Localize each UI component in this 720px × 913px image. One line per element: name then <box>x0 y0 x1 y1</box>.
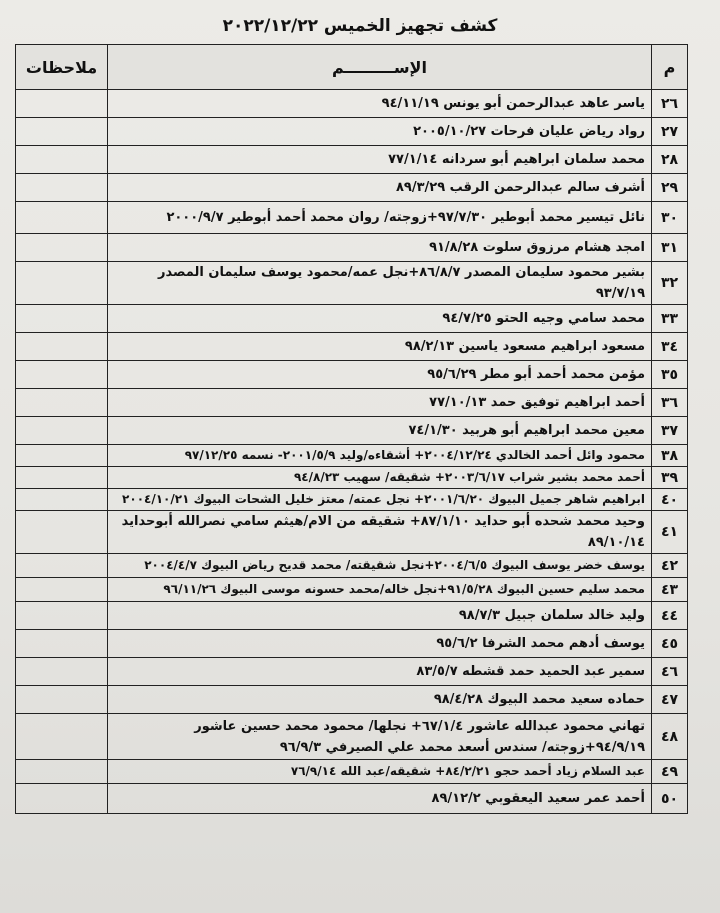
table-row <box>16 554 688 578</box>
row-number: ٤٣ <box>652 578 688 602</box>
row-number: ٤٨ <box>652 714 688 760</box>
row-name: أحمد ابراهيم توفيق حمد ٧٧/١٠/١٣ <box>108 389 652 417</box>
row-name: حماده سعيد محمد البيوك ٩٨/٤/٢٨ <box>108 686 652 714</box>
row-name: معين محمد ابراهيم أبو هربيد ٧٤/١/٣٠ <box>108 417 652 445</box>
table-row <box>16 389 688 417</box>
header-name: الإســـــــــم <box>108 45 652 90</box>
row-number: ٣٠ <box>652 202 688 234</box>
row-number: ٤٧ <box>652 686 688 714</box>
row-number: ٢٧ <box>652 118 688 146</box>
row-name: وليد خالد سلمان جبيل ٩٨/٧/٣ <box>108 602 652 630</box>
row-number: ٤١ <box>652 511 688 554</box>
row-number: ٢٨ <box>652 146 688 174</box>
row-name: نائل تيسير محمد أبوطير ٩٧/٧/٣٠+زوجته/ روان محمد أحمد أبوطير ٢٠٠٠/٩/٧ <box>108 202 652 234</box>
row-notes <box>16 417 108 445</box>
row-notes <box>16 511 108 554</box>
table-row <box>16 146 688 174</box>
row-notes <box>16 489 108 511</box>
row-name: يوسف خضر يوسف البيوك ٢٠٠٤/٦/٥+نجل شقيقته/ محمد قديح رياض البيوك ٢٠٠٤/٤/٧ <box>108 554 652 578</box>
row-name: محمود وائل أحمد الخالدي ٢٠٠٤/١٢/٢٤+ أشقاءه/وليد ٢٠٠١/٥/٩- نسمه ٩٧/١٢/٢٥ <box>108 445 652 467</box>
row-name: مسعود ابراهيم مسعود ياسين ٩٨/٢/١٣ <box>108 333 652 361</box>
table-row <box>16 511 688 554</box>
row-notes <box>16 445 108 467</box>
row-number: ٤٢ <box>652 554 688 578</box>
row-name: ياسر عاهد عبدالرحمن أبو يونس ٩٤/١١/١٩ <box>108 90 652 118</box>
table-row <box>16 489 688 511</box>
row-name: أشرف سالم عبدالرحمن الرقب ٨٩/٣/٢٩ <box>108 174 652 202</box>
table-row <box>16 602 688 630</box>
table-row <box>16 417 688 445</box>
row-name: وحيد محمد شحده أبو حدايد ٨٧/١/١٠+ شقيقه من الام/هيثم سامي نصرالله أبوحدايد ٨٩/١٠/١٤ <box>108 511 652 554</box>
table-row <box>16 714 688 760</box>
row-name: أحمد عمر سعيد اليعقوبي ٨٩/١٢/٢ <box>108 784 652 814</box>
row-name: محمد سامي وجيه الحتو ٩٤/٧/٢٥ <box>108 305 652 333</box>
row-number: ٣٦ <box>652 389 688 417</box>
row-notes <box>16 146 108 174</box>
row-number: ٥٠ <box>652 784 688 814</box>
header-notes: ملاحظات <box>16 45 108 90</box>
row-notes <box>16 602 108 630</box>
row-number: ٣٢ <box>652 262 688 305</box>
row-notes <box>16 361 108 389</box>
row-number: ٣٧ <box>652 417 688 445</box>
row-notes <box>16 784 108 814</box>
row-notes <box>16 630 108 658</box>
row-name: يوسف أدهم محمد الشرفا ٩٥/٦/٢ <box>108 630 652 658</box>
row-number: ٤٦ <box>652 658 688 686</box>
row-notes <box>16 90 108 118</box>
row-number: ٤٠ <box>652 489 688 511</box>
roster-table <box>15 44 688 814</box>
table-row <box>16 467 688 489</box>
row-name: محمد سليم حسين البيوك ٩١/٥/٢٨+نجل خاله/محمد حسونه موسى البيوك ٩٦/١١/٢٦ <box>108 578 652 602</box>
row-number: ٤٩ <box>652 760 688 784</box>
row-number: ٣٤ <box>652 333 688 361</box>
row-notes <box>16 578 108 602</box>
table-row <box>16 578 688 602</box>
row-name: عبد السلام زياد أحمد حجو ٨٤/٢/٢١+ شقيقه/عبد الله ٧٦/٩/١٤ <box>108 760 652 784</box>
header-number: م <box>652 45 688 90</box>
row-notes <box>16 174 108 202</box>
table-row <box>16 202 688 234</box>
table-row <box>16 262 688 305</box>
table-row <box>16 361 688 389</box>
row-notes <box>16 686 108 714</box>
row-number: ٣٥ <box>652 361 688 389</box>
row-notes <box>16 118 108 146</box>
table-row <box>16 630 688 658</box>
row-notes <box>16 305 108 333</box>
table-row <box>16 118 688 146</box>
row-notes <box>16 658 108 686</box>
row-number: ٣٨ <box>652 445 688 467</box>
row-number: ٣٣ <box>652 305 688 333</box>
row-notes <box>16 554 108 578</box>
document-title: كشف تجهيز الخميس ٢٠٢٢/١٢/٢٢ <box>222 16 498 36</box>
row-name: محمد سلمان ابراهيم أبو سردانه ٧٧/١/١٤ <box>108 146 652 174</box>
table-header-row <box>16 45 688 90</box>
table-row <box>16 333 688 361</box>
table-row <box>16 658 688 686</box>
table-row <box>16 174 688 202</box>
row-name: بشير محمود سليمان المصدر ٨٦/٨/٧+نجل عمه/محمود يوسف سليمان المصدر ٩٣/٧/١٩ <box>108 262 652 305</box>
row-number: ٢٩ <box>652 174 688 202</box>
row-number: ٣٩ <box>652 467 688 489</box>
row-notes <box>16 714 108 760</box>
row-name: تهاني محمود عبدالله عاشور ٦٧/١/٤+ نجلها/ محمود محمد حسين عاشور ٩٤/٩/١٩+زوجته/ سندس أسعد محمد علي الصيرفي ٩٦/٩/٣ <box>108 714 652 760</box>
row-notes <box>16 202 108 234</box>
row-notes <box>16 760 108 784</box>
row-notes <box>16 333 108 361</box>
table-row <box>16 445 688 467</box>
table-row <box>16 784 688 814</box>
row-number: ٣١ <box>652 234 688 262</box>
row-notes <box>16 234 108 262</box>
table-row <box>16 760 688 784</box>
row-name: رواد رياض عليان فرحات ٢٠٠٥/١٠/٢٧ <box>108 118 652 146</box>
row-name: مؤمن محمد أحمد أبو مطر ٩٥/٦/٢٩ <box>108 361 652 389</box>
table-row <box>16 234 688 262</box>
table-row <box>16 305 688 333</box>
row-notes <box>16 262 108 305</box>
row-notes <box>16 389 108 417</box>
row-number: ٢٦ <box>652 90 688 118</box>
table-row <box>16 90 688 118</box>
row-name: أحمد محمد بشير شراب ٢٠٠٣/٦/١٧+ شقيقه/ سهيب ٩٤/٨/٢٣ <box>108 467 652 489</box>
table-row <box>16 686 688 714</box>
row-name: امجد هشام مرزوق سلوت ٩١/٨/٢٨ <box>108 234 652 262</box>
row-name: ابراهيم شاهر جميل البيوك ٢٠٠١/٦/٢٠+ نجل عمته/ معتز خليل الشحات البيوك ٢٠٠٤/١٠/٢١ <box>108 489 652 511</box>
row-notes <box>16 467 108 489</box>
row-name: سمير عبد الحميد حمد قشطه ٨٣/٥/٧ <box>108 658 652 686</box>
row-number: ٤٤ <box>652 602 688 630</box>
row-number: ٤٥ <box>652 630 688 658</box>
